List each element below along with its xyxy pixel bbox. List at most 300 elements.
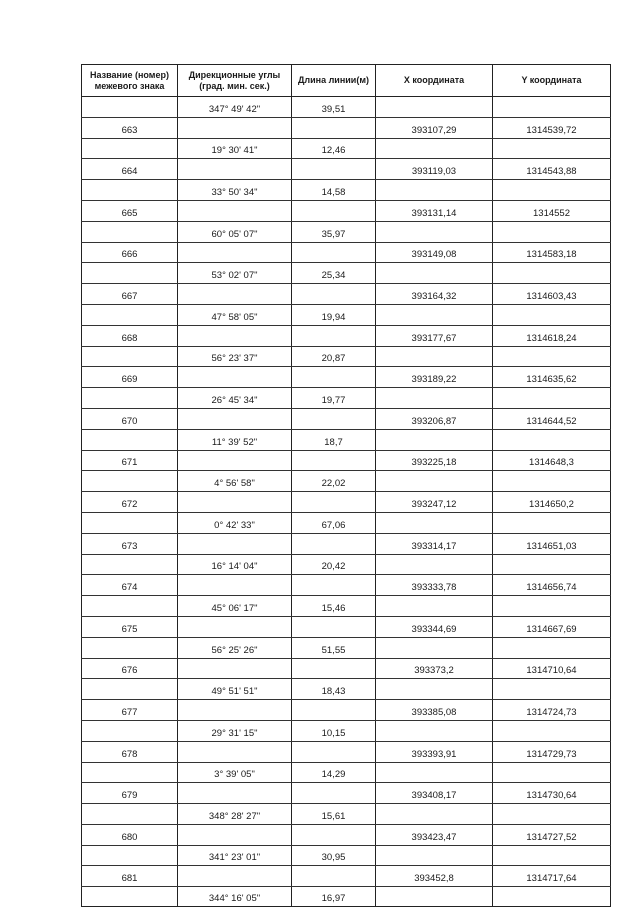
x-coordinate-cell [376,325,493,346]
cell-text: 14,29 [321,769,346,781]
direction-angle-cell [178,117,292,138]
table-row [82,304,611,325]
line-length-cell [292,616,376,637]
cell-text: 669 [121,374,138,386]
cell-text: 51,55 [321,644,346,656]
cell-text: 664 [121,166,138,178]
cell-text: 393344,69 [411,623,457,635]
table-row [82,616,611,637]
direction-angle-cell [178,471,292,492]
y-coordinate-cell [493,679,611,700]
cell-text: 1314724,73 [526,706,577,718]
direction-angle-cell [178,429,292,450]
mark-name-cell [82,824,178,845]
table-row [82,658,611,679]
line-length-cell [292,596,376,617]
line-length-cell [292,658,376,679]
direction-angle-cell [178,180,292,201]
mark-name-cell [82,720,178,741]
mark-name-cell [82,762,178,783]
x-coordinate-cell [376,159,493,180]
cell-text: 47° 58' 05" [211,311,258,323]
direction-angle-cell [178,325,292,346]
cell-text: 19,94 [321,311,346,323]
mark-name-cell [82,117,178,138]
y-coordinate-cell [493,242,611,263]
mark-name-cell [82,492,178,513]
direction-angle-cell [178,200,292,221]
cell-text: 26° 45' 34" [211,394,258,406]
table-row [82,512,611,533]
line-length-cell [292,97,376,118]
x-coordinate-cell [376,804,493,825]
y-coordinate-cell [493,304,611,325]
mark-name-cell [82,512,178,533]
cell-text: 393107,29 [411,124,457,136]
mark-name-cell [82,866,178,887]
line-length-cell [292,450,376,471]
mark-name-cell [82,637,178,658]
cell-text: 393164,32 [411,290,457,302]
cell-text: 16,97 [321,893,346,905]
line-length-cell [292,221,376,242]
table-row [82,346,611,367]
cell-text: 56° 25' 26" [211,644,258,656]
y-coordinate-cell [493,408,611,429]
mark-name-cell [82,596,178,617]
mark-name-cell [82,159,178,180]
direction-angle-cell [178,367,292,388]
cell-text: 25,34 [321,270,346,282]
cell-text: 1314543,88 [526,166,577,178]
y-coordinate-cell [493,492,611,513]
y-coordinate-cell [493,637,611,658]
y-coordinate-cell [493,845,611,866]
x-coordinate-cell [376,637,493,658]
table-row [82,741,611,762]
cell-text: 18,7 [324,436,343,448]
y-coordinate-cell [493,450,611,471]
table-row [82,388,611,409]
x-coordinate-cell [376,554,493,575]
line-length-cell [292,284,376,305]
mark-name-cell [82,367,178,388]
header-direction-angle: Дирекционные углы (град. мин. сек.) [178,65,292,97]
y-coordinate-cell [493,658,611,679]
cell-text: 672 [121,498,138,510]
table-row [82,804,611,825]
direction-angle-cell [178,762,292,783]
y-coordinate-cell [493,471,611,492]
table-row [82,824,611,845]
x-coordinate-cell [376,367,493,388]
cell-text: 393119,03 [411,166,457,178]
y-coordinate-cell [493,554,611,575]
mark-name-cell [82,221,178,242]
direction-angle-cell [178,492,292,513]
direction-angle-cell [178,512,292,533]
y-coordinate-cell [493,866,611,887]
header-x-coordinate: X координата [376,65,493,97]
line-length-cell [292,367,376,388]
direction-angle-cell [178,284,292,305]
line-length-cell [292,242,376,263]
cell-text: 45° 06' 17" [211,602,258,614]
cell-text: 1314727,52 [526,831,577,843]
y-coordinate-cell [493,180,611,201]
cell-text: 10,15 [321,727,346,739]
direction-angle-cell [178,304,292,325]
mark-name-cell [82,138,178,159]
direction-angle-cell [178,554,292,575]
x-coordinate-cell [376,180,493,201]
mark-name-cell [82,783,178,804]
cell-text: 393225,18 [411,457,457,469]
line-length-cell [292,471,376,492]
table-row [82,242,611,263]
cell-text: 679 [121,790,138,802]
x-coordinate-cell [376,887,493,907]
table-row [82,367,611,388]
mark-name-cell [82,346,178,367]
x-coordinate-cell [376,783,493,804]
y-coordinate-cell [493,284,611,305]
cell-text: 3° 39' 05" [214,769,255,781]
mark-name-cell [82,471,178,492]
cell-text: 341° 23' 01" [208,852,261,864]
cell-text: 676 [121,665,138,677]
line-length-cell [292,637,376,658]
cell-text: 1314648,3 [529,457,574,469]
cell-text: 0° 42' 33" [214,519,255,531]
mark-name-cell [82,575,178,596]
x-coordinate-cell [376,866,493,887]
direction-angle-cell [178,824,292,845]
cell-text: 393247,12 [411,498,457,510]
y-coordinate-cell [493,97,611,118]
direction-angle-cell [178,450,292,471]
cell-text: 680 [121,831,138,843]
y-coordinate-cell [493,367,611,388]
direction-angle-cell [178,263,292,284]
cell-text: 344° 16' 05" [208,893,261,905]
cell-text: 393149,08 [411,249,457,261]
line-length-cell [292,533,376,554]
direction-angle-cell [178,408,292,429]
cell-text: 1314651,03 [526,540,577,552]
header-y-coordinate: Y координата [493,65,611,97]
cell-text: 1314667,69 [526,623,577,635]
line-length-cell [292,804,376,825]
line-length-cell [292,304,376,325]
x-coordinate-cell [376,263,493,284]
cell-text: 1314539,72 [526,124,577,136]
table-row [82,887,611,907]
table-row [82,596,611,617]
cell-text: 14,58 [321,186,346,198]
cell-text: 1314583,18 [526,249,577,261]
direction-angle-cell [178,804,292,825]
table-header-row [82,65,611,97]
direction-angle-cell [178,845,292,866]
cell-text: 677 [121,706,138,718]
line-length-cell [292,180,376,201]
table-row [82,762,611,783]
cell-text: 19° 30' 41" [211,145,258,157]
table-row [82,284,611,305]
table-row [82,325,611,346]
cell-text: 1314656,74 [526,582,577,594]
cell-text: 670 [121,415,138,427]
cell-text: 19,77 [321,394,346,406]
cell-text: 22,02 [321,478,346,490]
mark-name-cell [82,804,178,825]
cell-text: 1314717,64 [526,873,577,885]
x-coordinate-cell [376,700,493,721]
x-coordinate-cell [376,492,493,513]
cell-text: 393189,22 [411,374,457,386]
cell-text: 393131,14 [411,207,457,219]
direction-angle-cell [178,159,292,180]
cell-text: 1314650,2 [529,498,574,510]
mark-name-cell [82,408,178,429]
cell-text: 393333,78 [411,582,457,594]
mark-name-cell [82,242,178,263]
cell-text: 1314729,73 [526,748,577,760]
line-length-cell [292,575,376,596]
mark-name-cell [82,616,178,637]
x-coordinate-cell [376,471,493,492]
cell-text: 33° 50' 34" [211,186,258,198]
y-coordinate-cell [493,429,611,450]
y-coordinate-cell [493,263,611,284]
x-coordinate-cell [376,388,493,409]
mark-name-cell [82,887,178,907]
x-coordinate-cell [376,741,493,762]
line-length-cell [292,783,376,804]
x-coordinate-cell [376,658,493,679]
cell-text: 49° 51' 51" [211,686,258,698]
y-coordinate-cell [493,700,611,721]
x-coordinate-cell [376,679,493,700]
cell-text: 675 [121,623,138,635]
mark-name-cell [82,200,178,221]
y-coordinate-cell [493,117,611,138]
y-coordinate-cell [493,533,611,554]
line-length-cell [292,866,376,887]
mark-name-cell [82,325,178,346]
direction-angle-cell [178,242,292,263]
direction-angle-cell [178,658,292,679]
cell-text: 393385,08 [411,706,457,718]
direction-angle-cell [178,866,292,887]
x-coordinate-cell [376,616,493,637]
cell-text: 393408,17 [411,790,457,802]
cell-text: 18,43 [321,686,346,698]
cell-text: 39,51 [321,103,346,115]
cell-text: 347° 49' 42" [208,103,261,115]
table-row [82,450,611,471]
cell-text: 56° 23' 37" [211,353,258,365]
table-row [82,637,611,658]
cell-text: 15,61 [321,810,346,822]
cell-text: 671 [121,457,138,469]
x-coordinate-cell [376,284,493,305]
line-length-cell [292,762,376,783]
line-length-cell [292,138,376,159]
table-row [82,554,611,575]
cell-text: 53° 02' 07" [211,270,258,282]
cell-text: 67,06 [321,519,346,531]
x-coordinate-cell [376,221,493,242]
table-row [82,200,611,221]
table-row [82,845,611,866]
y-coordinate-cell [493,221,611,242]
direction-angle-cell [178,575,292,596]
table-row [82,866,611,887]
cell-text: 667 [121,290,138,302]
line-length-cell [292,700,376,721]
x-coordinate-cell [376,845,493,866]
x-coordinate-cell [376,408,493,429]
cell-text: 393373,2 [414,665,454,677]
cell-text: 666 [121,249,138,261]
cell-text: 12,46 [321,145,346,157]
direction-angle-cell [178,533,292,554]
cell-text: 1314730,64 [526,790,577,802]
cell-text: 1314635,62 [526,374,577,386]
mark-name-cell [82,284,178,305]
mark-name-cell [82,845,178,866]
mark-name-cell [82,180,178,201]
table-body [82,97,611,907]
line-length-cell [292,845,376,866]
cell-text: 4° 56' 58" [214,478,255,490]
cell-text: 393314,17 [411,540,457,552]
cell-text: 1314644,52 [526,415,577,427]
cell-text: 393177,67 [411,332,457,344]
direction-angle-cell [178,97,292,118]
mark-name-cell [82,700,178,721]
x-coordinate-cell [376,824,493,845]
table-row [82,97,611,118]
table-row [82,138,611,159]
cell-text: 30,95 [321,852,346,864]
line-length-cell [292,200,376,221]
table-row [82,429,611,450]
direction-angle-cell [178,637,292,658]
cell-text: 1314552 [533,207,570,219]
cell-text: 673 [121,540,138,552]
line-length-cell [292,159,376,180]
line-length-cell [292,117,376,138]
table-row [82,263,611,284]
table-row [82,221,611,242]
y-coordinate-cell [493,720,611,741]
line-length-cell [292,408,376,429]
line-length-cell [292,492,376,513]
mark-name-cell [82,388,178,409]
cell-text: 663 [121,124,138,136]
table-row [82,492,611,513]
line-length-cell [292,388,376,409]
cell-text: 29° 31' 15" [211,727,258,739]
line-length-cell [292,824,376,845]
y-coordinate-cell [493,616,611,637]
cell-text: 20,87 [321,353,346,365]
table-row [82,408,611,429]
mark-name-cell [82,304,178,325]
y-coordinate-cell [493,783,611,804]
direction-angle-cell [178,596,292,617]
direction-angle-cell [178,720,292,741]
table-row [82,180,611,201]
mark-name-cell [82,533,178,554]
x-coordinate-cell [376,450,493,471]
line-length-cell [292,741,376,762]
line-length-cell [292,346,376,367]
direction-angle-cell [178,138,292,159]
direction-angle-cell [178,783,292,804]
table-row [82,117,611,138]
direction-angle-cell [178,221,292,242]
table-row [82,679,611,700]
y-coordinate-cell [493,824,611,845]
y-coordinate-cell [493,159,611,180]
y-coordinate-cell [493,512,611,533]
mark-name-cell [82,450,178,471]
y-coordinate-cell [493,762,611,783]
line-length-cell [292,429,376,450]
line-length-cell [292,720,376,741]
cell-text: 1314710,64 [526,665,577,677]
y-coordinate-cell [493,346,611,367]
direction-angle-cell [178,679,292,700]
cell-text: 1314618,24 [526,332,577,344]
direction-angle-cell [178,700,292,721]
mark-name-cell [82,263,178,284]
x-coordinate-cell [376,138,493,159]
cell-text: 674 [121,582,138,594]
cell-text: 393423,47 [411,831,457,843]
mark-name-cell [82,679,178,700]
table-row [82,471,611,492]
mark-name-cell [82,658,178,679]
cell-text: 16° 14' 04" [211,561,258,573]
y-coordinate-cell [493,596,611,617]
cell-text: 681 [121,873,138,885]
x-coordinate-cell [376,304,493,325]
cell-text: 393452,8 [414,873,454,885]
x-coordinate-cell [376,242,493,263]
cell-text: 393206,87 [411,415,457,427]
table-row [82,700,611,721]
table-row [82,783,611,804]
line-length-cell [292,679,376,700]
mark-name-cell [82,741,178,762]
cell-text: 668 [121,332,138,344]
x-coordinate-cell [376,346,493,367]
table-row [82,575,611,596]
cell-text: 35,97 [321,228,346,240]
header-mark-name: Название (номер) межевого знака [82,65,178,97]
line-length-cell [292,325,376,346]
x-coordinate-cell [376,200,493,221]
table-row [82,533,611,554]
y-coordinate-cell [493,325,611,346]
mark-name-cell [82,97,178,118]
x-coordinate-cell [376,117,493,138]
